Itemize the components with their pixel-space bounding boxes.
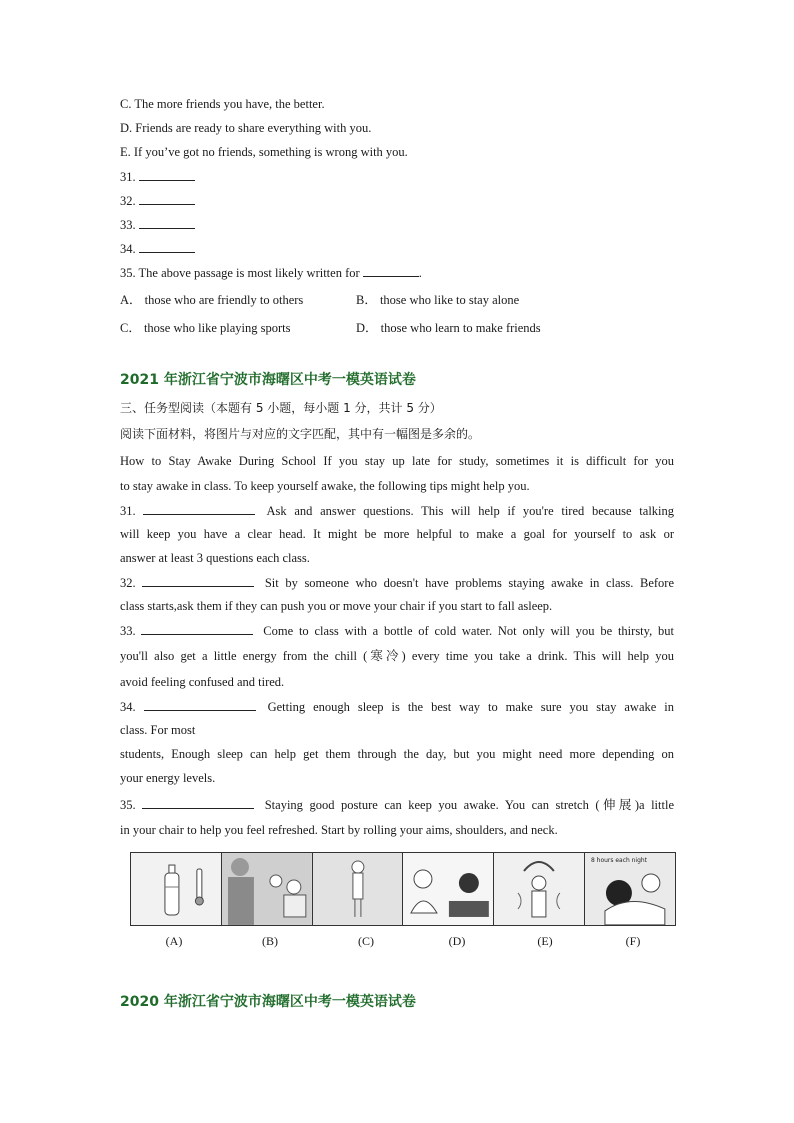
q33-line-3: avoid feeling confused and tired.: [120, 675, 285, 689]
picture-label-a: (A): [165, 934, 183, 948]
picture-b: [222, 853, 313, 925]
picture-a: [131, 853, 222, 925]
question-35: 35. The above passage is most likely written for .: [120, 266, 422, 280]
part-heading: 三、任务型阅读（本题有 5 小题，每小题 1 分，共计 5 分）: [120, 401, 442, 415]
students-talking-icon: [403, 853, 493, 925]
option-e-text: E. If you’ve got no friends, something is wrong with you.: [120, 145, 408, 159]
choice-c: C． those who like playing sports: [120, 321, 291, 335]
standing-student-icon: [313, 853, 403, 925]
option-d-text: D. Friends are ready to share everything with you.: [120, 121, 372, 135]
asking-question-icon: [222, 853, 312, 925]
picture-e: [494, 853, 585, 925]
intro-line-1: How to Stay Awake During School If you stay up late for study, sometimes it is difficult for you: [120, 454, 674, 468]
choice-b: B． those who like to stay alone: [356, 293, 520, 307]
q33-line-2: you'll also get a little energy from the chill (寒冷) every time you take a drink. This will help you: [120, 649, 674, 663]
instruction: 阅读下面材料，将图片与对应的文字匹配，其中有一幅图是多余的。: [120, 427, 481, 441]
section-2020-title: 2020 年浙江省宁波市海曙区中考一模英语试卷: [120, 994, 416, 1010]
choice-a: A． those who are friendly to others: [120, 293, 304, 307]
picture-strip: [130, 852, 676, 926]
picture-label-c: (C): [358, 934, 374, 948]
water-bottle-thermometer-icon: [131, 853, 221, 925]
answer-line-34: 34.: [120, 240, 199, 257]
answer-line-32: 32.: [120, 192, 199, 209]
q33-line-1: 33. Come to class with a bottle of cold water. Not only will you be thirsty, but: [120, 624, 675, 638]
q34-line-2: class. For most: [120, 723, 196, 737]
answer-line-31: 31.: [120, 168, 199, 185]
picture-c: [313, 853, 404, 925]
picture-f-caption: 8 hours each night: [591, 857, 648, 865]
stretching-icon: [494, 853, 584, 925]
choice-d: D． those who learn to make friends: [356, 321, 541, 335]
intro-line-2: to stay awake in class. To keep yourself awake, the following tips might help you.: [120, 479, 530, 493]
q34-line-3: students, Enough sleep can help get them through the day, but you might need more depending on: [120, 747, 674, 761]
q31-line-3: answer at least 3 questions each class.: [120, 551, 310, 565]
q35-line-1: 35. Staying good posture can keep you awake. You can stretch (伸展)a little: [120, 798, 674, 812]
option-c-text: C. The more friends you have, the better.: [120, 97, 325, 111]
picture-d: [403, 853, 494, 925]
picture-f: [585, 853, 675, 925]
q31-line-2: will keep you have a clear head. It might be more helpful to make a goal for yourself to ask or: [120, 527, 674, 541]
q32-line-2: class starts,ask them if they can push you or move your chair if you start to fall asleep.: [120, 599, 553, 613]
picture-label-b: (B): [262, 934, 278, 948]
q34-line-4: your energy levels.: [120, 771, 216, 785]
picture-label-e: (E): [537, 934, 553, 948]
picture-label-d: (D): [448, 934, 466, 948]
picture-label-f: (F): [625, 934, 641, 948]
sleeping-icon: [585, 853, 675, 925]
q31-line-1: 31. Ask and answer questions. This will help if you're tired because talking: [120, 504, 675, 518]
q34-line-1: 34. Getting enough sleep is the best way to make sure you stay awake in: [120, 700, 675, 714]
answer-line-33: 33.: [120, 216, 199, 233]
q35-line-2: in your chair to help you feel refreshed. Start by rolling your aims, shoulders, and neck.: [120, 823, 558, 837]
section-2021-title: 2021 年浙江省宁波市海曙区中考一模英语试卷: [120, 372, 416, 388]
q32-line-1: 32. Sit by someone who doesn't have problems staying awake in class. Before: [120, 576, 675, 590]
